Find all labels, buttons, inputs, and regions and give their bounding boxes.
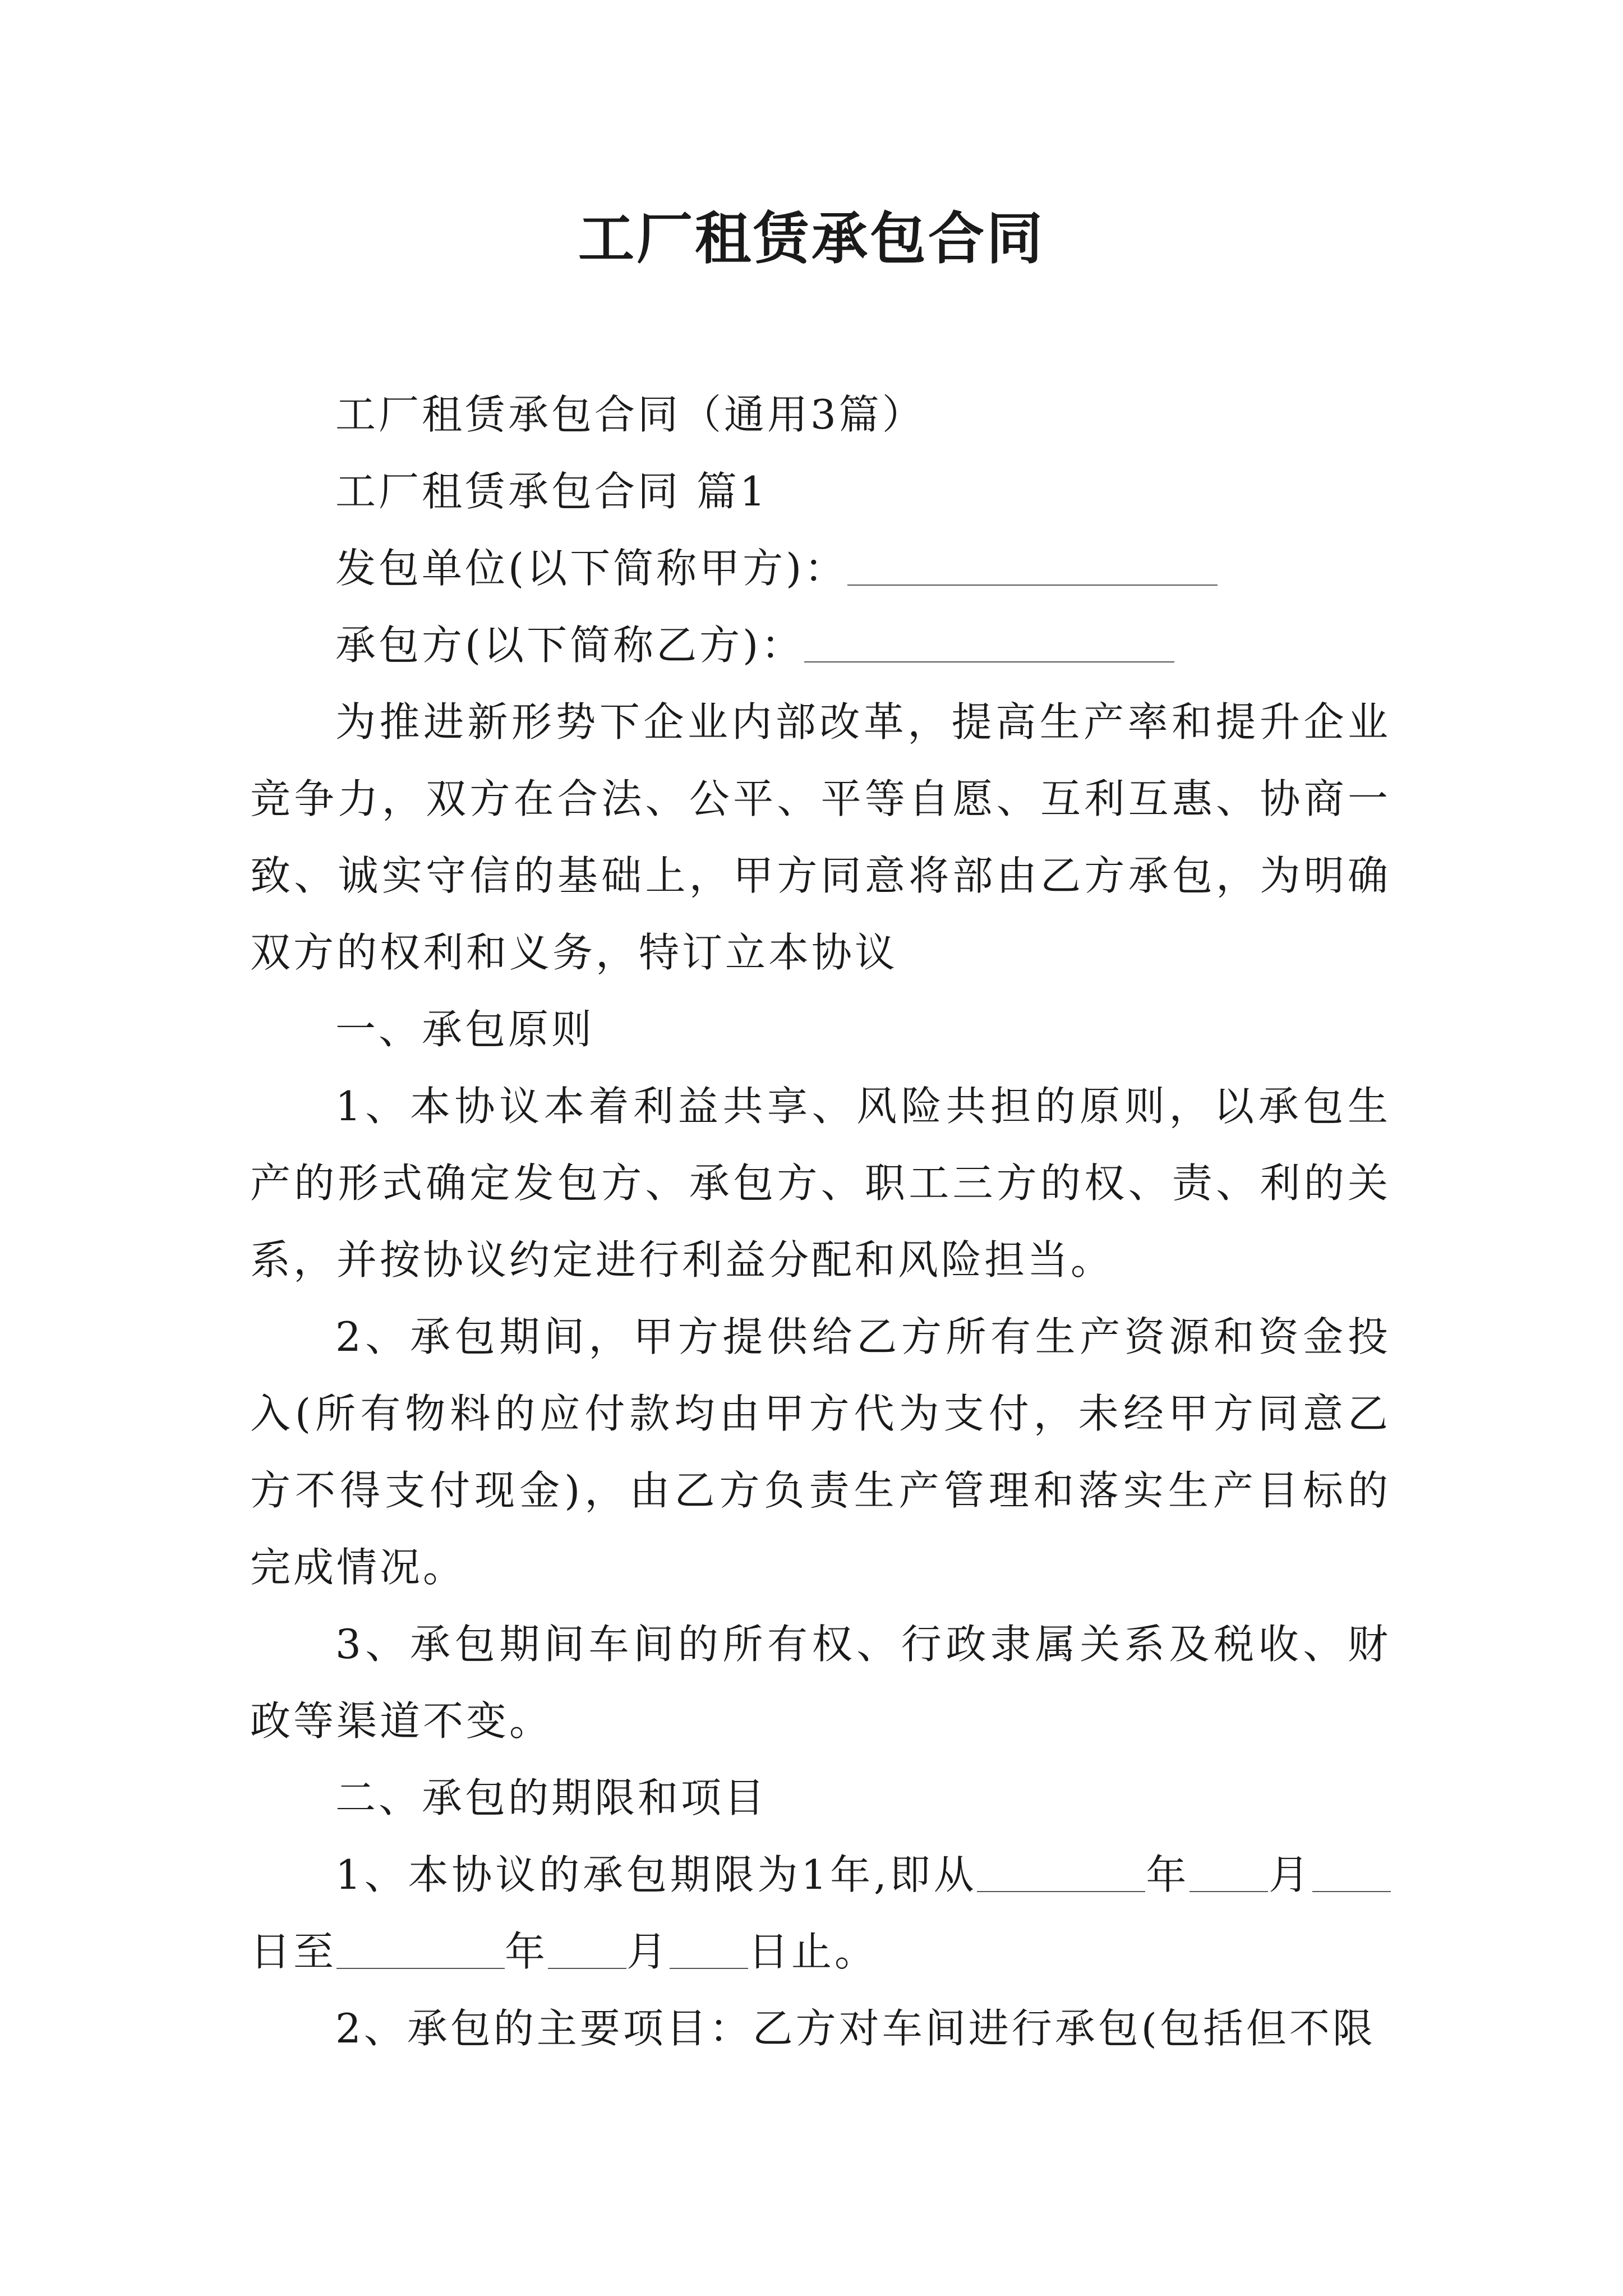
part-heading: 工厂租赁承包合同 篇1 [335, 468, 768, 515]
year-word: 年 [505, 1928, 548, 1975]
month-word: 月 [1268, 1851, 1312, 1898]
document-body [250, 376, 1391, 2067]
party-b-line [250, 607, 1391, 684]
section1-heading: 一、承包原则 [335, 1006, 595, 1053]
section2-heading: 二、承包的期限和项目 [335, 1774, 768, 1821]
start-year-blank[interactable] [977, 1851, 1145, 1892]
term-paragraph [250, 1837, 1391, 1990]
section2-item2: 2、承包的主要项目：乙方对车间进行承包(包括但不限 [335, 2005, 1376, 2052]
party-a-blank[interactable] [847, 544, 1218, 586]
section1-item1: 1、本协议本着利益共享、风险共担的原则，以承包生产的形式确定发包方、承包方、职工三方的权、责、利的关系，并按协议约定进行利益分配和风险担当。 [250, 1083, 1391, 1283]
day-to-word: 日至 [250, 1928, 337, 1975]
preamble-paragraph: 为推进新形势下企业内部改革，提高生产率和提升企业竞争力，双方在合法、公平、平等自愿、互利互惠、协商一致、诚实守信的基础上，甲方同意将部由乙方承包，为明确双方的权利和义务，特订立本协议 [250, 698, 1391, 976]
month-word: 月 [626, 1928, 670, 1975]
start-day-blank[interactable] [1312, 1851, 1391, 1892]
end-month-blank[interactable] [548, 1927, 626, 1969]
end-year-blank[interactable] [336, 1927, 505, 1969]
end-day-blank[interactable] [670, 1927, 748, 1969]
party-b-label: 承包方(以下简称乙方)： [335, 622, 805, 669]
subtitle: 工厂租赁承包合同（通用3篇） [335, 391, 925, 438]
party-b-blank[interactable] [804, 621, 1174, 662]
year-word: 年 [1145, 1851, 1190, 1898]
section1-item3: 3、承包期间车间的所有权、行政隶属关系及税收、财政等渠道不变。 [250, 1621, 1391, 1745]
term-prefix: 1、本协议的承包期限为1年,即从 [335, 1851, 978, 1898]
party-a-label: 发包单位(以下简称甲方)： [335, 545, 848, 592]
section1-item2: 2、承包期间，甲方提供给乙方所有生产资源和资金投入(所有物料的应付款均由甲方代为支付，未经甲方同意乙方不得支付现金)，由乙方负责生产管理和落实生产目标的完成情况。 [250, 1313, 1391, 1591]
day-end-word: 日止。 [748, 1928, 878, 1975]
document-title: 工厂租赁承包合同 [578, 205, 1045, 272]
party-a-line [250, 530, 1391, 607]
start-month-blank[interactable] [1189, 1851, 1268, 1892]
